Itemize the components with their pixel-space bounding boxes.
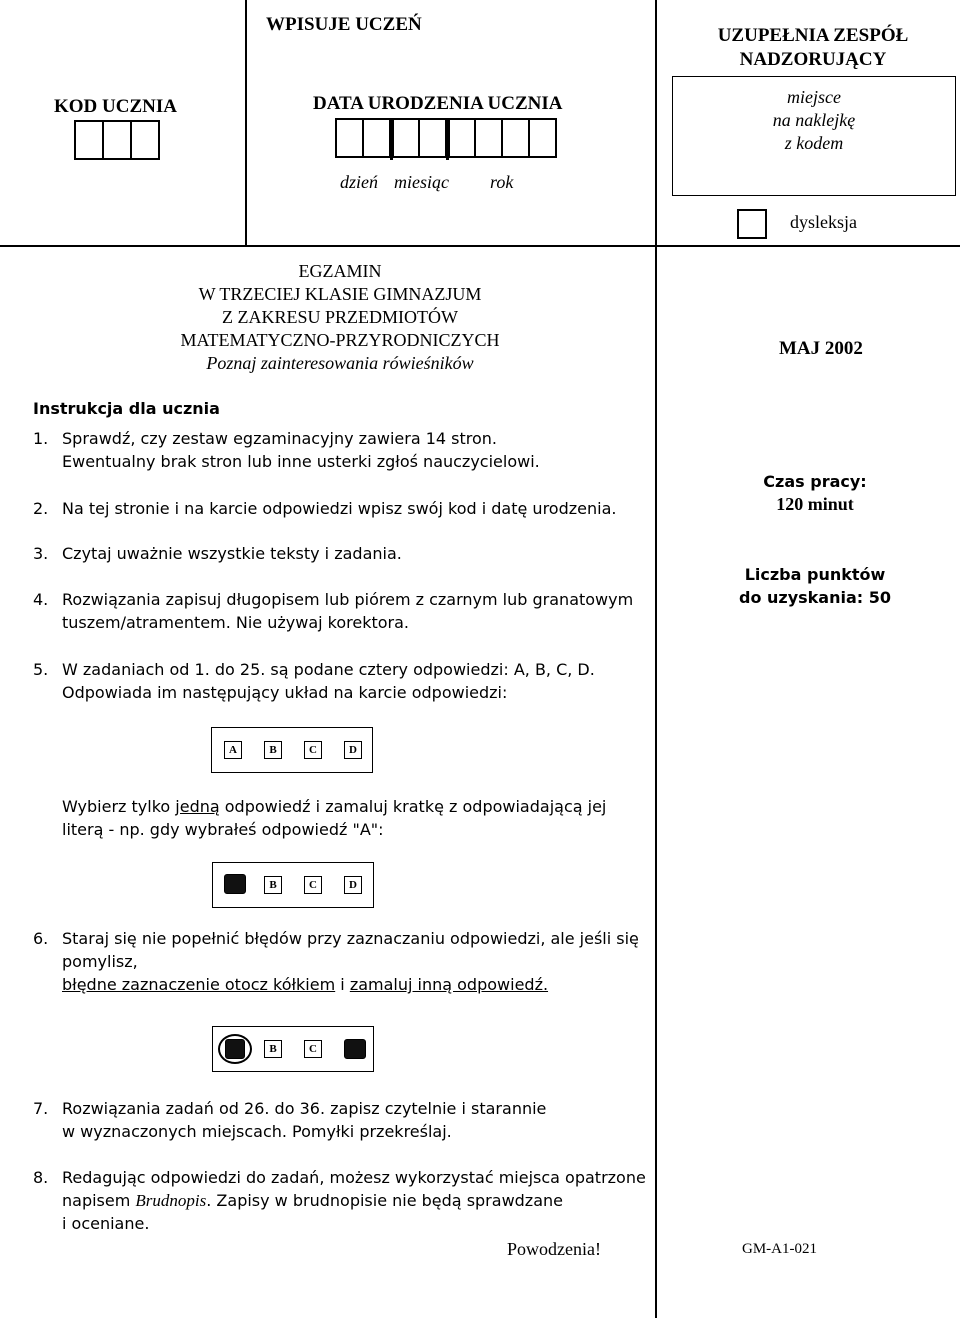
answer-example-box-d[interactable]: D (344, 876, 362, 894)
instruction-1-number: 1. (33, 429, 49, 448)
birth-date-label: DATA URODZENIA UCZNIA (313, 93, 563, 114)
exam-title-line-1: EGZAMIN (298, 261, 382, 281)
date-year-caption: rok (490, 172, 514, 192)
supervisor-fills-label (668, 24, 958, 72)
student-code-digit-2[interactable] (102, 120, 132, 160)
birth-day-digit-1[interactable] (335, 118, 364, 158)
instruction-5-line-3-pre: Wybierz tylko (62, 797, 176, 816)
instruction-1-line-2: Ewentualny brak stron lub inne usterki zgłoś nauczycielowi. (62, 452, 540, 471)
answer-correction-box-c[interactable]: C (304, 1040, 322, 1058)
max-points (680, 563, 950, 609)
instructions-heading: Instrukcja dla ucznia (33, 399, 220, 418)
answer-sample-box-a[interactable]: A (224, 741, 242, 759)
instruction-5-number: 5. (33, 660, 49, 679)
instruction-6-circle-text: błędne zaznaczenie otocz kółkiem (62, 975, 336, 994)
instruction-4-line-2: tuszem/atramentem. Nie używaj korektora. (62, 613, 409, 632)
instruction-8-number: 8. (33, 1168, 49, 1187)
max-points-value: do uzyskania: 50 (738, 588, 891, 607)
instruction-6-connector: i (335, 975, 350, 994)
max-points-label: Liczba punktów (744, 565, 886, 584)
date-month-caption: miesiąc (394, 172, 449, 192)
answer-example-box-a-filled[interactable] (224, 874, 246, 894)
answer-example-box-c[interactable]: C (304, 876, 322, 894)
answer-correction-box-d-filled[interactable] (344, 1039, 366, 1059)
answer-correction-box-a-filled[interactable] (225, 1039, 245, 1059)
instruction-1-line-1: Sprawdź, czy zestaw egzaminacyjny zawiera 14 stron. (62, 429, 498, 448)
exam-title (100, 260, 580, 375)
instruction-8-line-2-pre: napisem (62, 1191, 136, 1210)
good-luck-text: Powodzenia! (507, 1239, 601, 1259)
instruction-6-line-2: pomylisz, (62, 952, 138, 971)
birth-day-separator (390, 118, 393, 160)
birth-day-digit-2[interactable] (362, 118, 391, 158)
student-code-label: KOD UCZNIA (54, 96, 177, 117)
instruction-3-text: Czytaj uważnie wszystkie teksty i zadania. (62, 544, 402, 563)
working-time-label: Czas pracy: (763, 472, 867, 491)
supervisor-fills-line-1: UZUPEŁNIA ZESPÓŁ (717, 25, 909, 46)
student-code-digit-1[interactable] (74, 120, 104, 160)
main-vertical-divider (655, 0, 657, 1318)
birth-month-digit-1[interactable] (391, 118, 420, 158)
answer-correction-box-b[interactable]: B (264, 1040, 282, 1058)
instruction-5-emphasis: jedną (175, 797, 220, 816)
instruction-5-line-3 (62, 796, 606, 818)
exam-code: GM-A1-021 (742, 1241, 817, 1257)
dyslexia-label: dysleksja (790, 212, 857, 232)
instruction-5-line-3-post: odpowiedź i zamaluj kratkę z odpowiadającą jej (219, 797, 607, 816)
instruction-7-number: 7. (33, 1099, 49, 1118)
instruction-7-line-2: w wyznaczonych miejscach. Pomyłki przekreślaj. (62, 1122, 452, 1141)
exam-title-line-2: W TRZECIEJ KLASIE GIMNAZJUM (198, 284, 482, 304)
exam-date: MAJ 2002 (779, 338, 863, 359)
student-fills-label: WPISUJE UCZEŃ (266, 14, 422, 35)
exam-title-line-3: Z ZAKRESU PRZEDMIOTÓW (222, 307, 458, 327)
birth-month-digit-2[interactable] (418, 118, 447, 158)
date-day-caption: dzień (340, 172, 378, 192)
dyslexia-checkbox[interactable] (737, 209, 767, 239)
sticker-text-line-2: na naklejkę (772, 110, 856, 130)
working-time (680, 470, 950, 516)
instruction-3-number: 3. (33, 544, 49, 563)
instruction-6-line-3 (62, 974, 548, 996)
instruction-2-number: 2. (33, 499, 49, 518)
instruction-4-line-1: Rozwiązania zapisuj długopisem lub piórem z czarnym lub granatowym (62, 590, 634, 609)
answer-sample-box-c[interactable]: C (304, 741, 322, 759)
instruction-8-line-1: Redagując odpowiedzi do zadań, możesz wykorzystać miejsca opatrzone (62, 1168, 646, 1187)
header-left-divider (245, 0, 247, 246)
instruction-5-line-2: Odpowiada im następujący układ na karcie odpowiedzi: (62, 683, 508, 702)
instruction-4-number: 4. (33, 590, 49, 609)
instruction-6-line-1: Staraj się nie popełnić błędów przy zaznaczaniu odpowiedzi, ale jeśli się (62, 929, 639, 948)
instruction-8-line-2 (62, 1190, 563, 1212)
birth-month-separator (446, 118, 449, 160)
instruction-8-line-2-post: . Zapisy w brudnopisie nie będą sprawdzane (206, 1191, 563, 1210)
instruction-5-line-4: literą - np. gdy wybrałeś odpowiedź "A": (62, 820, 384, 839)
birth-year-digit-3[interactable] (501, 118, 530, 158)
instruction-6-number: 6. (33, 929, 49, 948)
answer-example-box-b[interactable]: B (264, 876, 282, 894)
birth-year-digit-4[interactable] (528, 118, 557, 158)
exam-subtitle: Poznaj zainteresowania rówieśników (206, 353, 474, 373)
sticker-placeholder (672, 86, 956, 155)
instruction-6-fill-text: zamaluj inną odpowiedź. (349, 975, 549, 994)
sticker-text-line-3: z kodem (784, 133, 844, 153)
student-code-digit-3[interactable] (130, 120, 160, 160)
supervisor-fills-line-2: NADZORUJĄCY (739, 49, 887, 70)
instruction-7-line-1: Rozwiązania zadań od 26. do 36. zapisz czytelnie i starannie (62, 1099, 547, 1118)
answer-sample-box-d[interactable]: D (344, 741, 362, 759)
sticker-text-line-1: miejsce (787, 87, 841, 107)
birth-year-digit-1[interactable] (447, 118, 476, 158)
working-time-value: 120 minut (776, 494, 854, 514)
instruction-2-text: Na tej stronie i na karcie odpowiedzi wpisz swój kod i datę urodzenia. (62, 499, 617, 518)
exam-title-line-4: MATEMATYCZNO-PRZYRODNICZYCH (180, 330, 500, 350)
birth-year-digit-2[interactable] (474, 118, 503, 158)
instruction-8-line-3: i oceniane. (62, 1214, 150, 1233)
answer-sample-box-b[interactable]: B (264, 741, 282, 759)
header-bottom-divider (0, 245, 960, 247)
instruction-5-line-1: W zadaniach od 1. do 25. są podane cztery odpowiedzi: A, B, C, D. (62, 660, 595, 679)
instruction-8-scratchpad-word: Brudnopis (135, 1191, 207, 1210)
